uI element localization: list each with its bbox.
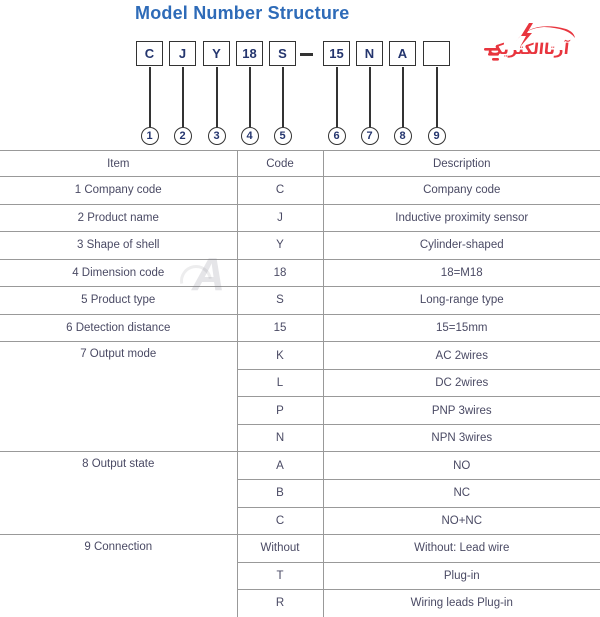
description-cell: AC 2wires — [323, 342, 600, 370]
table-row — [0, 342, 600, 370]
brand-text: آرتاالکتریک — [487, 40, 570, 58]
model-box — [423, 41, 450, 66]
code-cell: C — [237, 177, 323, 205]
page-title: Model Number Structure — [135, 3, 350, 23]
description-cell: NC — [323, 480, 600, 508]
description-cell: Cylinder-shaped — [323, 232, 600, 260]
number-circle: 9 — [428, 127, 446, 145]
model-box: Y — [203, 41, 230, 66]
item-cell: 3 Shape of shell — [0, 232, 237, 260]
header-code: Code — [237, 151, 323, 177]
description-cell: DC 2wires — [323, 369, 600, 397]
code-cell: C — [237, 507, 323, 535]
description-cell: Wiring leads Plug-in — [323, 590, 600, 617]
table-row — [0, 287, 600, 315]
item-cell: 9 Connection — [0, 535, 237, 617]
table-row — [0, 232, 600, 260]
number-circle: 6 — [328, 127, 346, 145]
code-cell: 15 — [237, 314, 323, 342]
number-circle: 5 — [274, 127, 292, 145]
model-number-diagram — [0, 0, 600, 150]
number-circle: 8 — [394, 127, 412, 145]
table-header-row — [0, 151, 600, 177]
description-cell: NO+NC — [323, 507, 600, 535]
description-cell: Company code — [323, 177, 600, 205]
number-circle: 4 — [241, 127, 259, 145]
connector-line — [216, 67, 217, 127]
table-row — [0, 314, 600, 342]
watermark-letter: A — [192, 248, 226, 300]
code-cell: B — [237, 480, 323, 508]
code-cell: T — [237, 562, 323, 590]
item-cell: 6 Detection distance — [0, 314, 237, 342]
code-cell: P — [237, 397, 323, 425]
connector-line — [149, 67, 150, 127]
code-cell: K — [237, 342, 323, 370]
code-cell: S — [237, 287, 323, 315]
item-cell: 4 Dimension code — [0, 259, 237, 287]
table-row — [0, 177, 600, 205]
description-cell: Inductive proximity sensor — [323, 204, 600, 232]
number-circle: 2 — [174, 127, 192, 145]
header-item: Item — [0, 151, 237, 177]
description-cell: Plug-in — [323, 562, 600, 590]
header-description: Description — [323, 151, 600, 177]
description-cell: PNP 3wires — [323, 397, 600, 425]
number-circle: 3 — [208, 127, 226, 145]
table-row — [0, 452, 600, 480]
connector-line — [282, 67, 283, 127]
item-cell: 1 Company code — [0, 177, 237, 205]
description-cell: Long-range type — [323, 287, 600, 315]
connector-line — [402, 67, 403, 127]
model-box: J — [169, 41, 196, 66]
code-cell: Y — [237, 232, 323, 260]
connector-line — [182, 67, 183, 127]
item-cell: 8 Output state — [0, 452, 237, 535]
description-cell: NO — [323, 452, 600, 480]
code-cell: L — [237, 369, 323, 397]
connector-line — [436, 67, 437, 127]
code-cell: J — [237, 204, 323, 232]
code-cell: A — [237, 452, 323, 480]
description-cell: 15=15mm — [323, 314, 600, 342]
code-cell: Without — [237, 535, 323, 563]
code-cell: 18 — [237, 259, 323, 287]
connector-line — [369, 67, 370, 127]
number-circle: 7 — [361, 127, 379, 145]
description-cell: 18=M18 — [323, 259, 600, 287]
connector-line — [336, 67, 337, 127]
code-cell: N — [237, 424, 323, 452]
description-cell: NPN 3wires — [323, 424, 600, 452]
model-box: 15 — [323, 41, 350, 66]
number-circle: 1 — [141, 127, 159, 145]
connector-line — [249, 67, 250, 127]
model-box: 18 — [236, 41, 263, 66]
table-row — [0, 535, 600, 563]
model-box: A — [389, 41, 416, 66]
table-row — [0, 259, 600, 287]
item-cell: 2 Product name — [0, 204, 237, 232]
description-cell: Without: Lead wire — [323, 535, 600, 563]
table-row — [0, 204, 600, 232]
model-box: S — [269, 41, 296, 66]
item-cell: 5 Product type — [0, 287, 237, 315]
model-separator-dash — [300, 53, 313, 56]
model-code-table — [0, 150, 600, 617]
model-box: N — [356, 41, 383, 66]
item-cell: 7 Output mode — [0, 342, 237, 452]
code-cell: R — [237, 590, 323, 617]
model-box: C — [136, 41, 163, 66]
